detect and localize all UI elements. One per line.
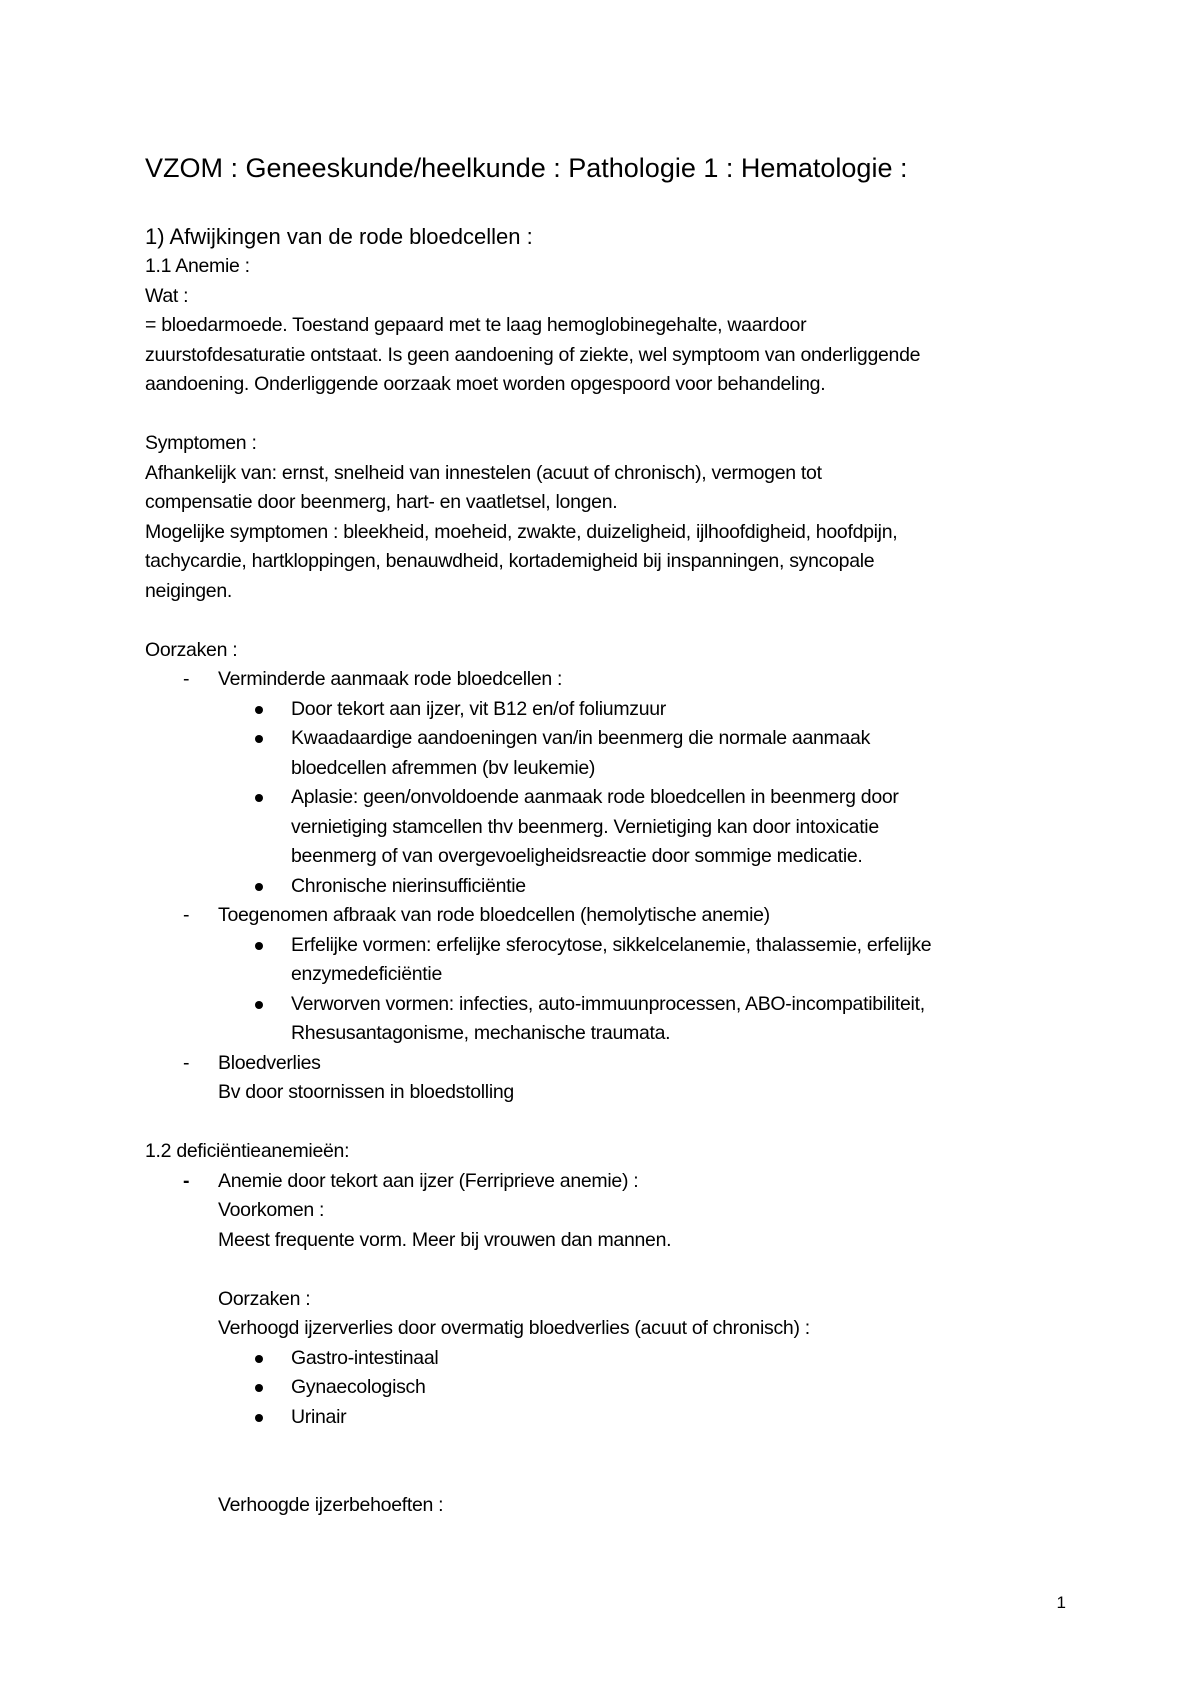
label-oorzaken: Oorzaken :: [218, 1287, 311, 1310]
paragraph-gap: [145, 400, 1075, 430]
bullet-text: Verworven vormen: infecties, auto-immuunprocessen, ABO-incompatibiliteit,: [291, 992, 925, 1015]
bullet-item: [218, 695, 1075, 725]
paragraph-gap: [218, 1255, 1075, 1285]
list-item: [145, 665, 1075, 695]
symptomen-text-line: tachycardie, hartkloppingen, benauwdheid, kortademigheid bij inspanningen, syncopale: [145, 550, 875, 572]
section-heading-deficientieanemieen: 1.2 deficiëntieanemieën:: [145, 1140, 350, 1162]
bullet-item: [218, 1344, 1075, 1374]
paragraph-gap: [145, 1462, 1075, 1492]
list-item-text: Anemie door tekort aan ijzer (Ferriprieve anemie) :: [218, 1169, 639, 1192]
voorkomen-text: Meest frequente vorm. Meer bij vrouwen dan mannen.: [218, 1228, 672, 1251]
symptomen-text-line: compensatie door beenmerg, hart- en vaatletsel, longen.: [145, 491, 618, 513]
dash-marker: -: [183, 1169, 190, 1192]
document-content: [145, 150, 1075, 1521]
bullet-text: bloedcellen afremmen (bv leukemie): [291, 756, 596, 779]
bullet-text: enzymedeficiëntie: [291, 963, 442, 985]
bullet-icon: [255, 1001, 263, 1009]
oorzaken-list: [145, 1049, 1075, 1108]
symptomen-text-line: Afhankelijk van: ernst, snelheid van innestelen (acuut of chronisch), vermogen tot: [145, 461, 822, 484]
bullet-text: Door tekort aan ijzer, vit B12 en/of foliumzuur: [291, 697, 667, 720]
symptomen-text-line: neigingen.: [145, 579, 232, 602]
bullet-icon: [255, 1414, 263, 1422]
bullet-item: [218, 724, 1075, 783]
document-title: VZOM : Geneeskunde/heelkunde : Pathologie 1 : Hematologie :: [145, 153, 908, 183]
bullet-text: Kwaadaardige aandoeningen van/in beenmerg die normale aanmaak: [291, 727, 871, 749]
bullet-icon: [255, 1355, 263, 1363]
label-verhoogde-ijzerbehoeften: Verhoogde ijzerbehoeften :: [218, 1494, 444, 1516]
list-item-text: Bloedverlies: [218, 1051, 321, 1074]
list-item: [145, 1167, 1075, 1344]
bullet-list-afbraak: [218, 931, 1075, 1049]
list-item: [145, 1049, 1075, 1108]
section-heading-afwijkingen: 1) Afwijkingen van de rode bloedcellen :: [145, 224, 533, 249]
symptomen-text-line: Mogelijke symptomen : bleekheid, moeheid, zwakte, duizeligheid, ijlhoofdigheid, hoofdpijn,: [145, 520, 898, 543]
bullet-text: beenmerg of van overgevoeligheidsreactie door sommige medicatie.: [291, 845, 863, 867]
bullet-icon: [255, 794, 263, 802]
bullet-text: Gynaecologisch: [291, 1376, 426, 1398]
paragraph-gap: [145, 1432, 1075, 1462]
label-voorkomen: Voorkomen :: [218, 1199, 325, 1221]
subheading-anemie: 1.1 Anemie :: [145, 255, 250, 277]
wat-text-line: = bloedarmoede. Toestand gepaard met te laag hemoglobinegehalte, waardoor: [145, 314, 807, 336]
label-wat: Wat :: [145, 284, 189, 307]
bullet-item: [218, 1373, 1075, 1403]
wat-text-line: aandoening. Onderliggende oorzaak moet worden opgespoord voor behandeling.: [145, 373, 826, 395]
bullet-item: [218, 1403, 1075, 1433]
deficientie-list: [145, 1167, 1075, 1344]
label-symptomen: Symptomen :: [145, 432, 257, 454]
wat-text-line: zuurstofdesaturatie ontstaat. Is geen aandoening of ziekte, wel symptoom van onderliggende: [145, 343, 921, 366]
bullet-text: Urinair: [291, 1405, 347, 1428]
bullet-text: vernietiging stamcellen thv beenmerg. Vernietiging kan door intoxicatie: [291, 815, 879, 838]
bullet-text: Rhesusantagonisme, mechanische traumata.: [291, 1022, 671, 1044]
list-item-text: Verminderde aanmaak rode bloedcellen :: [218, 668, 563, 690]
bullet-item: [218, 872, 1075, 902]
bullet-text: Gastro-intestinaal: [291, 1346, 439, 1369]
bullet-icon: [255, 1384, 263, 1392]
bullet-icon: [255, 706, 263, 714]
bullet-icon: [255, 735, 263, 743]
paragraph-gap: [145, 606, 1075, 636]
dash-marker: -: [183, 904, 190, 926]
bullet-text: Aplasie: geen/onvoldoende aanmaak rode bloedcellen in beenmerg door: [291, 786, 899, 808]
bullet-icon: [255, 883, 263, 891]
bullet-item: [218, 931, 1075, 990]
bullet-icon: [255, 942, 263, 950]
paragraph-gap: [145, 1108, 1075, 1138]
oorzaken-list: [145, 901, 1075, 931]
page-number: 1: [1056, 1593, 1066, 1612]
bullet-text: Erfelijke vormen: erfelijke sferocytose, sikkelcelanemie, thalassemie, erfelijke: [291, 933, 932, 956]
list-item-text: Toegenomen afbraak van rode bloedcellen (hemolytische anemie): [218, 904, 770, 926]
bullet-list-bloedverlies: [218, 1344, 1075, 1433]
bullet-list-aanmaak: [218, 695, 1075, 902]
dash-marker: -: [183, 1051, 190, 1074]
oorzaken-text: Verhoogd ijzerverlies door overmatig bloedverlies (acuut of chronisch) :: [218, 1317, 810, 1339]
list-item: [145, 901, 1075, 931]
bullet-item: [218, 783, 1075, 872]
bullet-text: Chronische nierinsufficiëntie: [291, 874, 526, 897]
oorzaken-list: [145, 665, 1075, 695]
bullet-item: [218, 990, 1075, 1049]
list-item-subtext: Bv door stoornissen in bloedstolling: [218, 1081, 514, 1103]
label-oorzaken: Oorzaken :: [145, 638, 238, 661]
dash-marker: -: [183, 668, 190, 690]
